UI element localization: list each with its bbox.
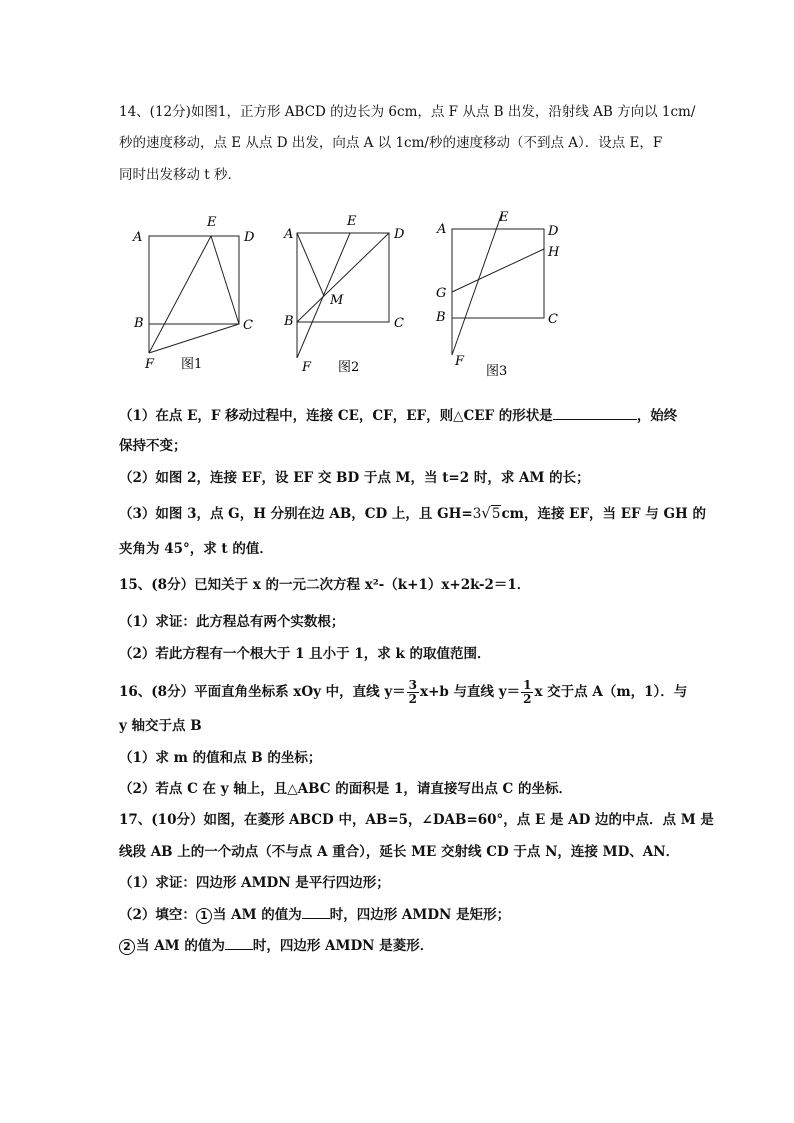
q14-part3-tail: cm，连接 EF，当 EF 与 GH 的	[501, 506, 706, 522]
q14-part3-text: （3）如图 3，点 G，H 分别在边 AB，CD 上，且 GH=	[119, 506, 473, 522]
q17-part3-tail: 时，四边形 AMDN 是菱形．	[252, 938, 434, 954]
figure-2	[280, 208, 430, 382]
sqrt-radicand: 5	[491, 506, 501, 522]
q14-part1-tail: ，始终	[636, 408, 678, 424]
q14-part3-cont: 夹角为 45°，求 t 的值．	[119, 541, 273, 557]
fig3-label-e: E	[499, 210, 509, 225]
fig3-label-c: C	[548, 312, 558, 327]
q17-part2-label: （2）填空：	[119, 907, 196, 923]
fig2-label-f: F	[302, 360, 312, 375]
fig3-label-a: A	[437, 222, 447, 237]
fig2-label-e: E	[347, 214, 357, 229]
q17-part2-text: 当 AM 的值为	[212, 907, 302, 923]
fig1-label-b: B	[134, 316, 144, 331]
q16-line2: y 轴交于点 B	[119, 718, 202, 734]
fraction-denominator: 2	[523, 692, 532, 706]
fraction-1-2	[521, 679, 533, 706]
q14-line2: 秒的速度移动，点 E 从点 D 出发，向点 A 以 1cm/秒的速度移动（不到点 A）．设点 E，F	[119, 135, 663, 151]
figure-1	[125, 208, 275, 382]
q14-part1-cont: 保持不变；	[119, 438, 187, 454]
fig2-label-c: C	[394, 316, 404, 331]
q16-part2: （2）若点 C 在 y 轴上，且△ABC 的面积是 1，请直接写出点 C 的坐标．	[119, 781, 572, 797]
fraction-denominator: 2	[408, 692, 418, 706]
q17-part2	[119, 904, 510, 925]
q16-line1-tail: x 交于点 A（m，1）．与	[534, 684, 688, 700]
q16-line1	[119, 679, 687, 706]
q16-line1-mid: x+b 与直线 y＝	[420, 684, 521, 700]
q14-part1-text: （1）在点 E，F 移动过程中，连接 CE，CF，EF，则△CEF 的形状是	[119, 408, 553, 424]
fig3-label-h: H	[548, 245, 560, 260]
q17-part3-text: 当 AM 的值为	[136, 938, 225, 954]
q14-part3	[119, 503, 706, 524]
fig3-label-b: B	[436, 310, 446, 325]
q17-line1: 17、(10分）如图，在菱形 ABCD 中，AB=5，∠DAB=60°，点 E 是 AD 边的中点．点 M 是	[119, 812, 714, 828]
fig1-label-c: C	[243, 318, 253, 333]
fig3-label-f: F	[455, 354, 465, 369]
q16-part1: （1）求 m 的值和点 B 的坐标；	[119, 750, 322, 766]
circled-number-1: 1	[196, 908, 212, 924]
q17-part3	[119, 935, 433, 956]
fraction-3-2	[407, 679, 419, 706]
q14-line1: 14、(12分)如图1，正方形 ABCD 的边长为 6cm，点 F 从点 B 出发，沿射线 AB 方向以 1cm/	[119, 104, 696, 120]
q14-part2: （2）如图 2，连接 EF，设 EF 交 BD 于点 M，当 t=2 时，求 AM 的长；	[119, 470, 590, 486]
answer-blank[interactable]	[553, 405, 637, 420]
q15-part1: （1）求证：此方程总有两个实数根；	[119, 614, 345, 630]
q14-part1	[119, 405, 677, 426]
q17-line2: 线段 AB 上的一个动点（不与点 A 重合），延长 ME 交射线 CD 于点 N，连接 MD、AN．	[119, 844, 680, 860]
answer-blank[interactable]	[225, 935, 253, 950]
fig2-caption: 图2	[338, 360, 360, 375]
q15-part2: （2）若此方程有一个根大于 1 且小于 1，求 k 的取值范围．	[119, 646, 491, 662]
fraction-numerator: 1	[523, 678, 532, 692]
fig2-label-m: M	[330, 293, 344, 308]
fig1-caption: 图1	[181, 357, 203, 372]
fig1-label-e: E	[207, 215, 217, 230]
q15-line1: 15、(8分）已知关于 x 的一元二次方程 x²-（k+1）x+2k-2＝1．	[119, 577, 531, 593]
fig3-caption: 图3	[486, 364, 508, 379]
fig3-label-d: D	[548, 224, 559, 239]
fig1-label-a: A	[133, 230, 143, 245]
answer-blank[interactable]	[302, 904, 330, 919]
circled-number-2: 2	[119, 939, 135, 955]
fig1-label-f: F	[145, 357, 155, 372]
sqrt-expression: 3√5	[472, 504, 501, 522]
sqrt-coefficient: 3	[472, 506, 482, 522]
fraction-numerator: 3	[408, 678, 418, 692]
fig1-label-d: D	[244, 230, 255, 245]
fig2-label-b: B	[284, 314, 294, 329]
fig3-label-g: G	[436, 286, 447, 301]
q16-line1-text: 16、(8分）平面直角坐标系 xOy 中，直线 y＝	[119, 684, 406, 700]
fig2-label-a: A	[284, 227, 294, 242]
q17-part1: （1）求证：四边形 AMDN 是平行四边形；	[119, 875, 390, 891]
fig2-label-d: D	[394, 227, 405, 242]
q14-line3: 同时出发移动 t 秒．	[119, 167, 242, 183]
figure-3	[430, 205, 580, 389]
q17-part2-tail: 时，四边形 AMDN 是矩形；	[329, 907, 511, 923]
